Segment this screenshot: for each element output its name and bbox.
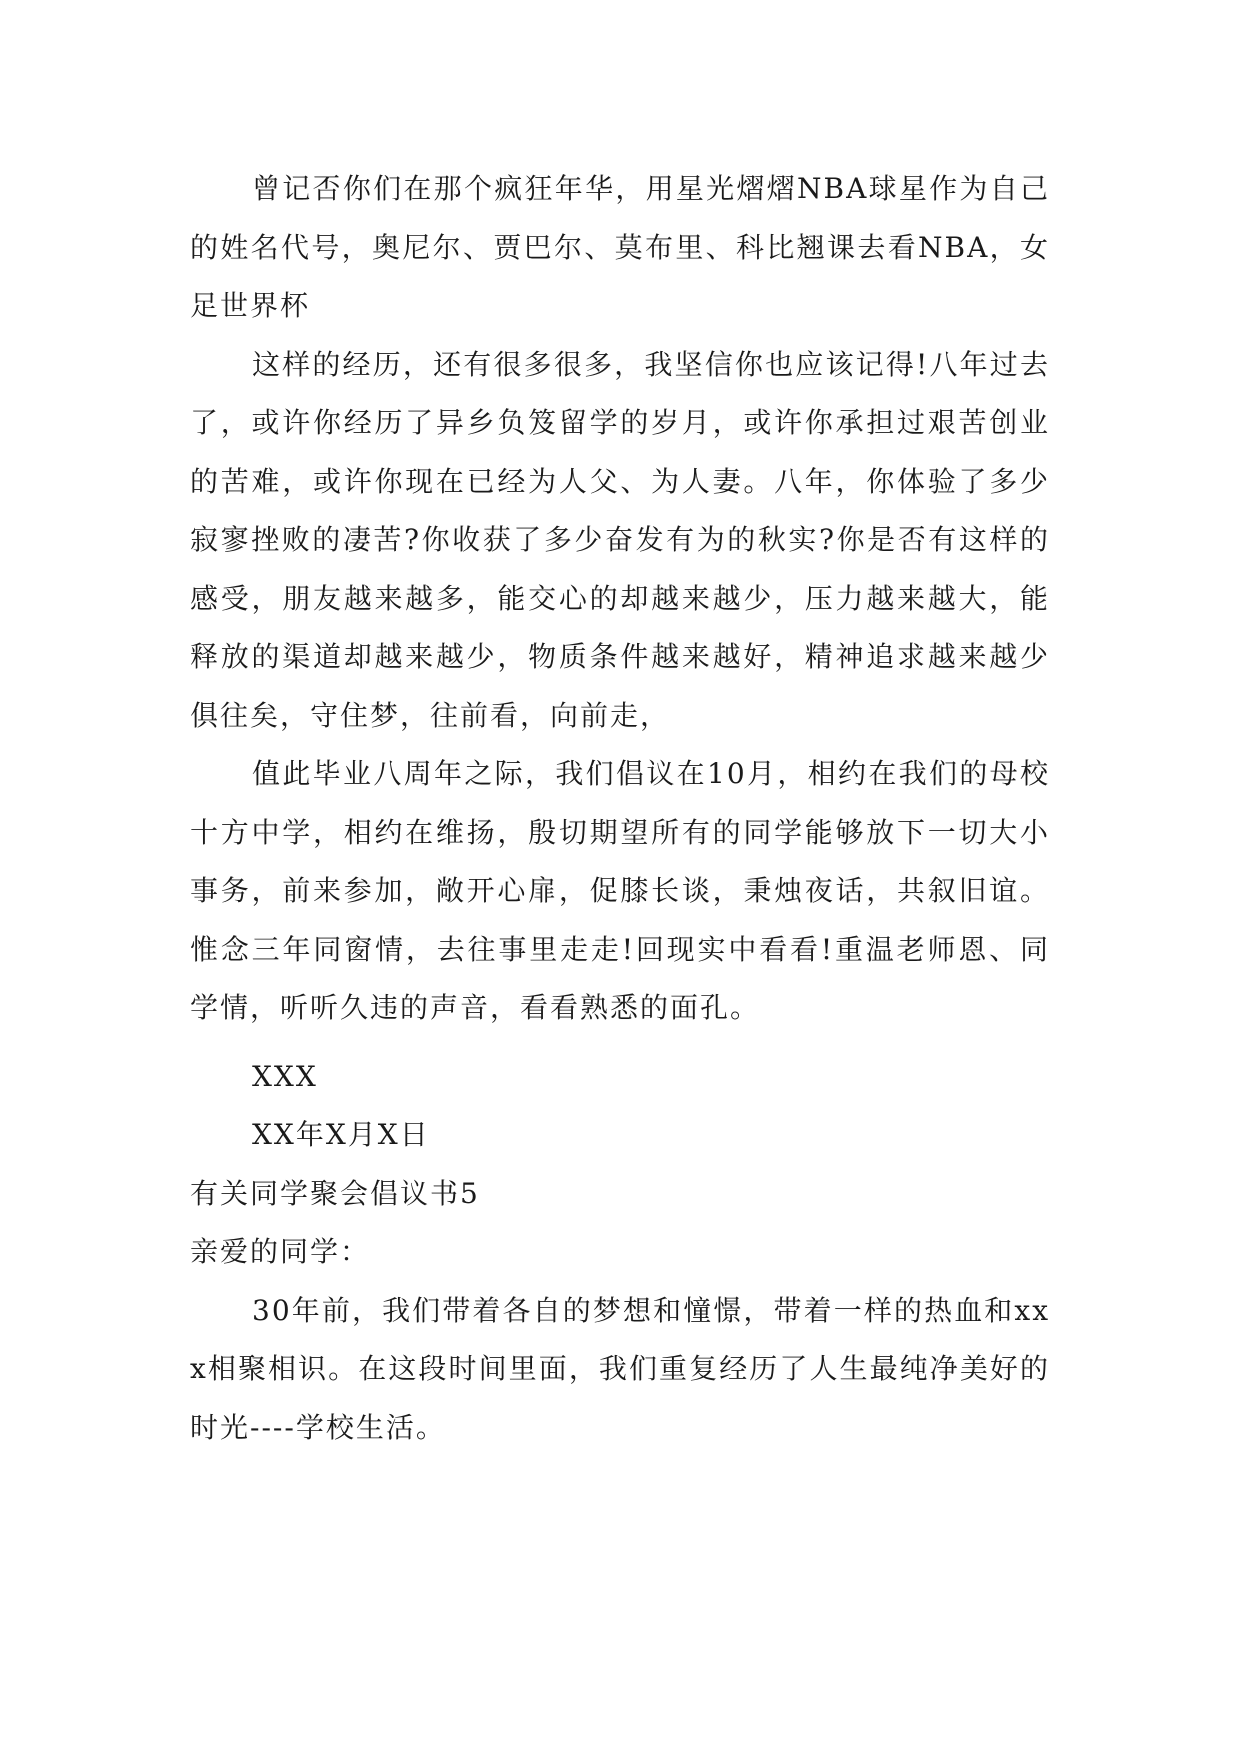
paragraph-memories: 曾记否你们在那个疯狂年华，用星光熠熠NBA球星作为自己的姓名代号，奥尼尔、贾巴尔、莫布里、科比翘课去看NBA，女足世界杯 bbox=[190, 172, 1050, 322]
paragraph-eight-years: 这样的经历，还有很多很多，我坚信你也应该记得!八年过去了，或许你经历了异乡负笈留学的岁月，或许你承担过艰苦创业的苦难，或许你现在已经为人父、为人妻。八年，你体验了多少寂寥挫败的凄苦?你收获了多少奋发有为的秋实?你是否有这样的感受，朋友越来越多，能交心的却越来越少，压力越来越大，能释放的渠道却越来越少，物质条件越来越好，精神追求越来越少俱往矣，守住梦，往前看，向前走， bbox=[190, 347, 1050, 732]
signature-name: XXX bbox=[252, 1059, 318, 1093]
paragraph-thirty-years: 30年前，我们带着各自的梦想和憧憬，带着一样的热血和xxx相聚相识。在这段时间里面，我们重复经历了人生最纯净美好的时光----学校生活。 bbox=[190, 1293, 1050, 1444]
signature-date: XX年X月X日 bbox=[252, 1118, 430, 1151]
salutation: 亲爱的同学： bbox=[190, 1235, 371, 1268]
paragraph-proposal: 值此毕业八周年之际，我们倡议在10月，相约在我们的母校十方中学，相约在维扬，殷切期望所有的同学能够放下一切大小事务，前来参加，敞开心扉，促膝长谈，秉烛夜话，共叙旧谊。惟念三年同窗情，去往事里走走!回现实中看看!重温老师恩、同学情，听听久违的声音，看看熟悉的面孔。 bbox=[190, 757, 1050, 1024]
section-title: 有关同学聚会倡议书5 bbox=[190, 1176, 480, 1210]
document-body bbox=[190, 160, 1050, 1457]
